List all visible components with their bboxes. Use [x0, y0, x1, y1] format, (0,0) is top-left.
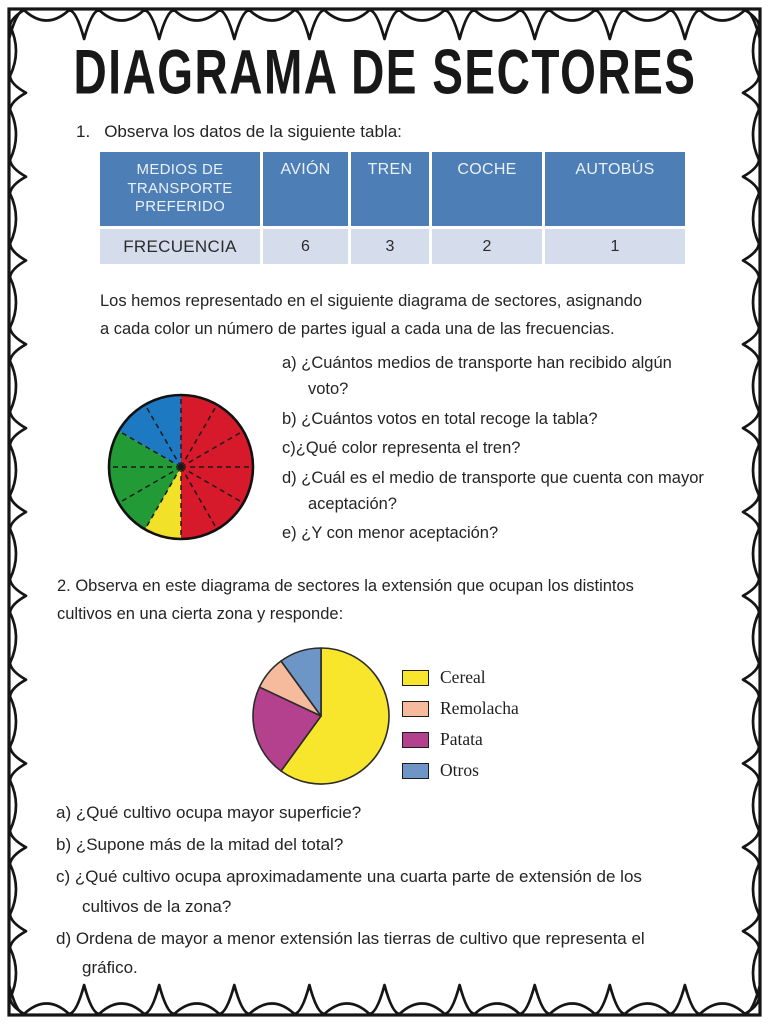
remolacha-color-swatch-icon	[402, 701, 429, 717]
question-1b: b) ¿Cuántos votos en total recoge la tabla?	[282, 409, 598, 428]
table-header-coche: COCHE	[432, 152, 542, 226]
question-1d: d) ¿Cuál es el medio de transporte que cuenta con mayor aceptación?	[282, 468, 704, 513]
question-2a: a) ¿Qué cultivo ocupa mayor superficie?	[56, 803, 362, 822]
table-header-autobus: AUTOBÚS	[545, 152, 685, 226]
legend-label-cereal: Cereal	[440, 667, 486, 687]
exercise2-questions	[56, 798, 700, 985]
otros-color-swatch-icon	[402, 763, 429, 779]
exercise2-heading	[57, 572, 717, 628]
legend-item-otros	[402, 755, 519, 786]
question-2b: b) ¿Supone más de la mitad del total?	[56, 835, 344, 855]
exercise1-explanation	[100, 288, 710, 343]
legend-label-otros: Otros	[440, 760, 479, 780]
explanation-line-1: Los hemos representado en el siguiente diagrama de sectores, asignando	[100, 292, 643, 310]
table-header-corner: MEDIOS DE TRANSPORTE PREFERIDO	[100, 152, 260, 226]
explanation-line-2: a cada color un número de partes igual a cada una de las frecuencias.	[100, 319, 615, 338]
exercise2-heading-line-2: cultivos en una cierta zona y responde:	[57, 605, 344, 624]
question-2d: d) Ordena de mayor a menor extensión las tierras de cultivo que representa el gráfico.	[56, 928, 645, 978]
table-row-label-frecuencia: FRECUENCIA	[100, 229, 260, 264]
exercise2-heading-line-1: 2. Observa en este diagrama de sectores la extensión que ocupan los distintos	[57, 577, 634, 595]
exercise1-prompt-line	[76, 122, 402, 142]
exercise1-questions	[282, 350, 706, 550]
page-title: DIAGRAMA DE SECTORES	[73, 35, 697, 108]
legend-item-patata	[402, 724, 519, 755]
table-header-avion: AVIÓN	[263, 152, 348, 226]
legend-item-cereal	[402, 662, 519, 693]
crops-pie-chart	[247, 642, 395, 790]
transport-frequency-table	[100, 152, 685, 264]
table-value-coche: 2	[432, 229, 542, 264]
patata-color-swatch-icon	[402, 732, 429, 748]
cereal-color-swatch-icon	[402, 670, 429, 686]
exercise1-number: 1.	[76, 122, 91, 141]
question-2c: c) ¿Qué cultivo ocupa aproximadamente una cuarta parte de extensión de los cultivos de la zona?	[56, 867, 642, 916]
legend-label-patata: Patata	[440, 729, 483, 749]
exercise1-prompt: Observa los datos de la siguiente tabla:	[104, 122, 402, 141]
table-header-tren: TREN	[351, 152, 429, 226]
table-value-avion: 6	[263, 229, 348, 264]
question-1a: a) ¿Cuántos medios de transporte han recibido algún voto?	[282, 354, 672, 399]
transport-pie-chart	[104, 390, 258, 544]
legend-item-remolacha	[402, 693, 519, 724]
crops-legend	[402, 662, 519, 786]
table-value-autobus: 1	[545, 229, 685, 264]
question-1e: e) ¿Y con menor aceptación?	[282, 524, 499, 543]
table-value-tren: 3	[351, 229, 429, 264]
question-1c: c)¿Qué color representa el tren?	[282, 439, 521, 458]
legend-label-remolacha: Remolacha	[440, 698, 519, 718]
